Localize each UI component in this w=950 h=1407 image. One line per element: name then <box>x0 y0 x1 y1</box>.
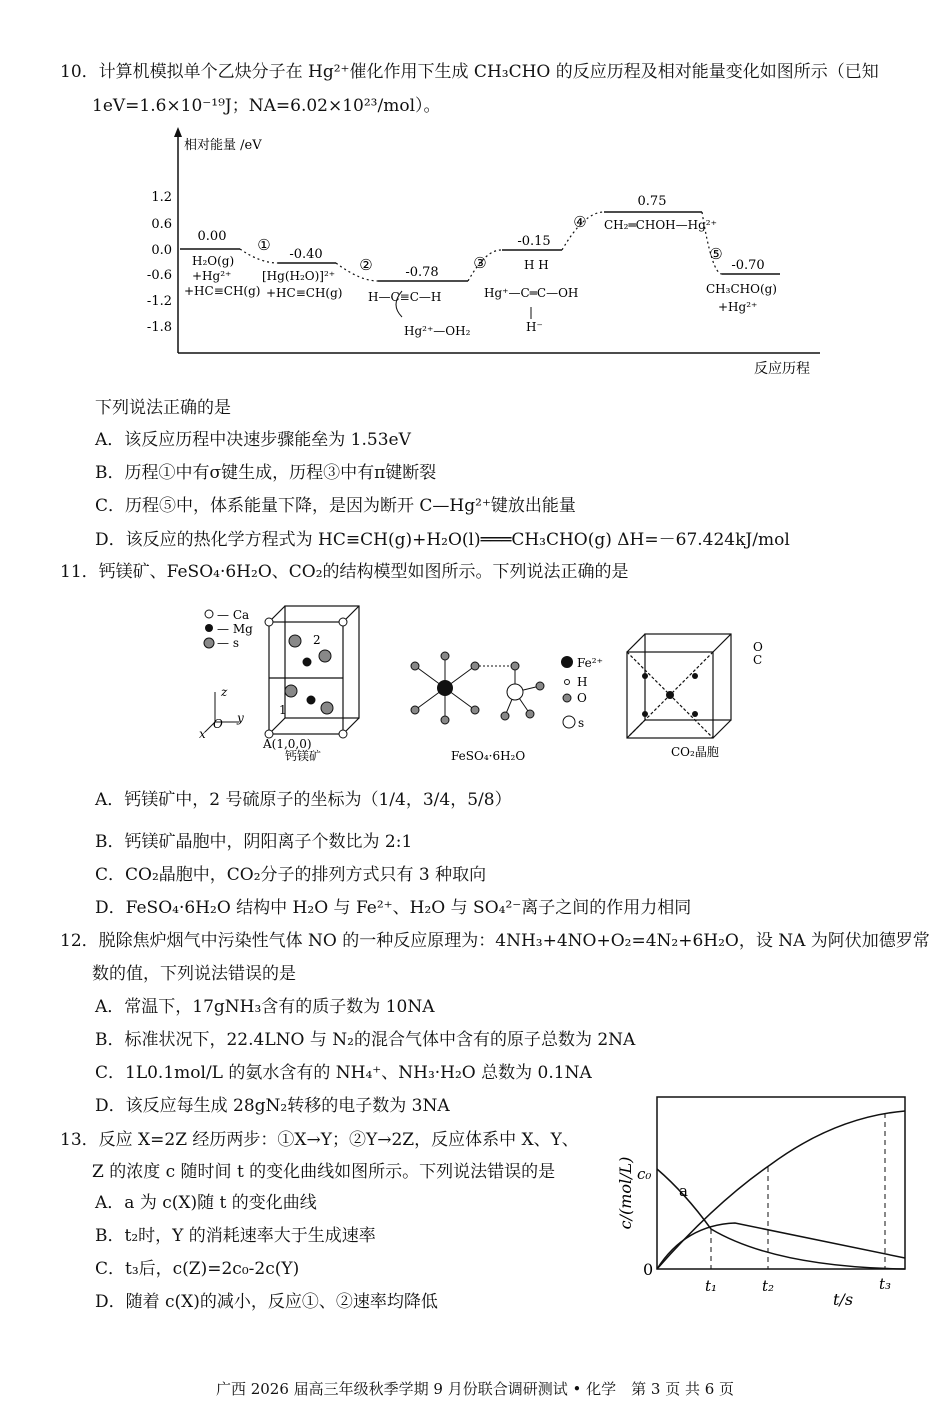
q10-option-a: A．该反应历程中决速步骤能垒为 1.53eV <box>95 430 411 450</box>
o-atom <box>501 712 509 720</box>
level-value: -0.78 <box>405 265 439 280</box>
q10-option-c: C．历程⑤中，体系能量下降，是因为断开 C—Hg²⁺键放出能量 <box>95 496 576 516</box>
point-a-label: A(1,0,0) <box>263 737 312 751</box>
species-label: [Hg(H₂O)]²⁺ <box>262 269 336 283</box>
q10-stem-line1: 10．计算机模拟单个乙炔分子在 Hg²⁺催化作用下生成 CH₃CHO 的反应历程及相对能量变化如图所示（已知 <box>60 62 879 82</box>
legend-h: H <box>577 675 588 689</box>
s-legend-icon <box>204 638 214 648</box>
co2-c-label: C <box>753 653 763 667</box>
co2-molecule <box>666 691 674 699</box>
co2-o-label: O <box>753 640 763 654</box>
s-legend-icon <box>563 716 575 728</box>
fe-atom <box>437 680 453 696</box>
q11-option-b: B．钙镁矿晶胞中，阴阳离子个数比为 2:1 <box>95 832 413 852</box>
q12-option-d: D．该反应每生成 28gN₂转移的电子数为 3NA <box>95 1096 450 1116</box>
legend-s2: s <box>578 716 585 730</box>
crystal-figures <box>195 596 795 772</box>
legend-o: O <box>577 691 587 705</box>
page-footer: 广西 2026 届高三年级秋季学期 9 月份联合调研测试 • 化学 第 3 页 共 6 页 <box>215 1380 735 1398</box>
mg-atom <box>303 658 311 666</box>
step-label: ① <box>257 236 271 254</box>
level-value: -0.70 <box>731 258 765 273</box>
t-axis-label: t/s <box>833 1290 854 1309</box>
ca-atom <box>339 618 347 626</box>
s-atom <box>321 702 333 714</box>
species-label: H⁻ <box>526 320 543 334</box>
o-atom <box>511 662 519 670</box>
t1-label: t₁ <box>705 1277 718 1295</box>
y-tick: -1.2 <box>146 294 172 309</box>
q13-option-c: C．t₃后，c(Z)=2c₀-2c(Y) <box>95 1259 300 1279</box>
curve-x <box>657 1169 905 1269</box>
level-value: -0.15 <box>517 234 551 249</box>
atom-label-2: 2 <box>313 633 321 647</box>
ca-atom <box>265 618 273 626</box>
species-label: +Hg²⁺ <box>718 300 758 314</box>
co2-molecule <box>642 673 648 679</box>
y-tick: -1.8 <box>146 320 172 335</box>
q10-option-b: B．历程①中有σ键生成，历程③中有π键断裂 <box>95 463 437 483</box>
q13-option-b: B．t₂时，Y 的消耗速率大于生成速率 <box>95 1226 376 1246</box>
axis-z: z <box>221 685 228 699</box>
q13-option-d: D．随着 c(X)的减小，反应①、②速率均降低 <box>95 1292 438 1312</box>
axis-y: y <box>237 711 244 725</box>
species-label: H₂O(g) <box>192 254 235 268</box>
o-atom <box>411 706 419 714</box>
q12-option-a: A．常温下，17gNH₃含有的质子数为 10NA <box>95 997 435 1017</box>
s-atom <box>289 635 301 647</box>
caption-co2: CO₂晶胞 <box>671 745 719 759</box>
mg-legend-icon <box>205 624 213 632</box>
legend-fe: Fe²⁺ <box>577 656 603 670</box>
q10-option-d: D．该反应的热化学方程式为 HC≡CH(g)+H₂O(l)═══CH₃CHO(g) ΔH=－67.424kJ/mol <box>95 530 790 550</box>
y-tick: 0.6 <box>151 217 172 232</box>
q11-stem: 11．钙镁矿、FeSO₄·6H₂O、CO₂的结构模型如图所示。下列说法正确的是 <box>60 562 629 582</box>
species-label: +Hg²⁺ <box>192 269 232 283</box>
species-label: H—C≡C—H <box>368 290 442 304</box>
co2-molecule <box>692 673 698 679</box>
species-label: +HC≡CH(g) <box>266 286 343 300</box>
step-label: ② <box>359 256 373 274</box>
species-label: H H <box>524 258 549 272</box>
fe-legend-icon <box>561 656 573 668</box>
o-atom <box>536 682 544 690</box>
q13-stem-line2: Z 的浓度 c 随时间 t 的变化曲线如图所示。下列说法错误的是 <box>92 1162 556 1182</box>
level-value: 0.00 <box>197 229 227 244</box>
s-atom <box>319 650 331 662</box>
mg-atom <box>307 696 315 704</box>
o-atom <box>411 662 419 670</box>
curve-z <box>657 1111 905 1269</box>
axis-o: O <box>213 717 223 731</box>
species-label: +HC≡CH(g) <box>184 284 261 298</box>
y-tick: 0.0 <box>151 243 172 258</box>
atom-label-1: 1 <box>279 703 287 717</box>
q11-option-c: C．CO₂晶胞中，CO₂分子的排列方式只有 3 种取向 <box>95 865 487 885</box>
q12-option-b: B．标准状况下，22.4LNO 与 N₂的混合气体中含有的原子总数为 2NA <box>95 1030 636 1050</box>
unit-cell <box>285 606 359 718</box>
q11-option-a: A．钙镁矿中，2 号硫原子的坐标为（1/4，3/4，5/8） <box>95 790 512 810</box>
energy-diagram <box>146 125 830 380</box>
species-label: CH₃CHO(g) <box>706 282 777 296</box>
q13-stem-line1: 13．反应 X=2Z 经历两步：①X→Y；②Y→2Z，反应体系中 X、Y、 <box>60 1130 579 1150</box>
y-tick: -0.6 <box>146 268 172 283</box>
cell-edge <box>627 634 645 652</box>
s-atom <box>285 685 297 697</box>
o-atom <box>471 706 479 714</box>
curve-a-label: a <box>679 1182 688 1200</box>
q12-stem-line1: 12．脱除焦炉烟气中污染性气体 NO 的一种反应原理为：4NH₃+4NO+O₂=4N₂+6H₂O，设 NA 为阿伏加德罗常 <box>60 931 930 951</box>
o-atom <box>441 716 449 724</box>
ca-legend-icon <box>205 610 213 618</box>
species-label: Hg²⁺—OH₂ <box>404 324 471 338</box>
step-label: ④ <box>573 213 587 231</box>
c0-label: c₀ <box>637 1165 652 1183</box>
legend-s: — s <box>217 636 239 650</box>
q12-stem-line2: 数的值，下列说法错误的是 <box>92 964 296 984</box>
level-value: -0.40 <box>289 247 323 262</box>
ca-atom <box>339 730 347 738</box>
species-label: CH₂═CHOH—Hg²⁺ <box>604 218 717 232</box>
legend-ca: — Ca <box>217 608 250 622</box>
level-value: 0.75 <box>637 194 667 209</box>
species-label: Hg⁺—C═C—OH <box>484 286 579 300</box>
t2-label: t₂ <box>762 1277 775 1295</box>
axis-x: x <box>199 727 206 741</box>
h-legend-icon <box>565 680 570 685</box>
step-label: ⑤ <box>709 245 723 263</box>
q12-option-c: C．1L0.1mol/L 的氨水含有的 NH₄⁺、NH₃·H₂O 总数为 0.1NA <box>95 1063 592 1083</box>
co2-molecule <box>692 711 698 717</box>
concentration-chart <box>605 1093 915 1318</box>
cell-edge <box>713 720 731 738</box>
chart-frame <box>657 1097 905 1269</box>
origin-label: 0 <box>643 1260 654 1279</box>
o-legend-icon <box>563 694 571 702</box>
c-axis-label: c/(mol/L) <box>616 1156 635 1230</box>
t3-label: t₃ <box>879 1275 892 1293</box>
y-axis-label: 相对能量 /eV <box>184 138 262 153</box>
legend-mg: — Mg <box>217 622 253 636</box>
q10-stem-line2: 1eV=1.6×10⁻¹⁹J；NA=6.02×10²³/mol）。 <box>92 96 441 116</box>
q10-question: 下列说法正确的是 <box>95 398 231 418</box>
q13-option-a: A．a 为 c(X)随 t 的变化曲线 <box>95 1193 317 1213</box>
x-axis-label: 反应历程 <box>754 361 810 377</box>
step-label: ③ <box>473 254 487 272</box>
o-atom <box>441 652 449 660</box>
cell-edge <box>713 634 731 652</box>
caption-dolomite: 钙镁矿 <box>285 749 322 763</box>
co2-molecule <box>642 711 648 717</box>
caption-feso4: FeSO₄·6H₂O <box>451 749 526 763</box>
q11-option-d: D．FeSO₄·6H₂O 结构中 H₂O 与 Fe²⁺、H₂O 与 SO₄²⁻离子之间的作用力相同 <box>95 898 692 918</box>
o-atom <box>471 662 479 670</box>
o-atom <box>526 710 534 718</box>
y-tick: 1.2 <box>151 190 172 205</box>
s-atom <box>507 684 523 700</box>
